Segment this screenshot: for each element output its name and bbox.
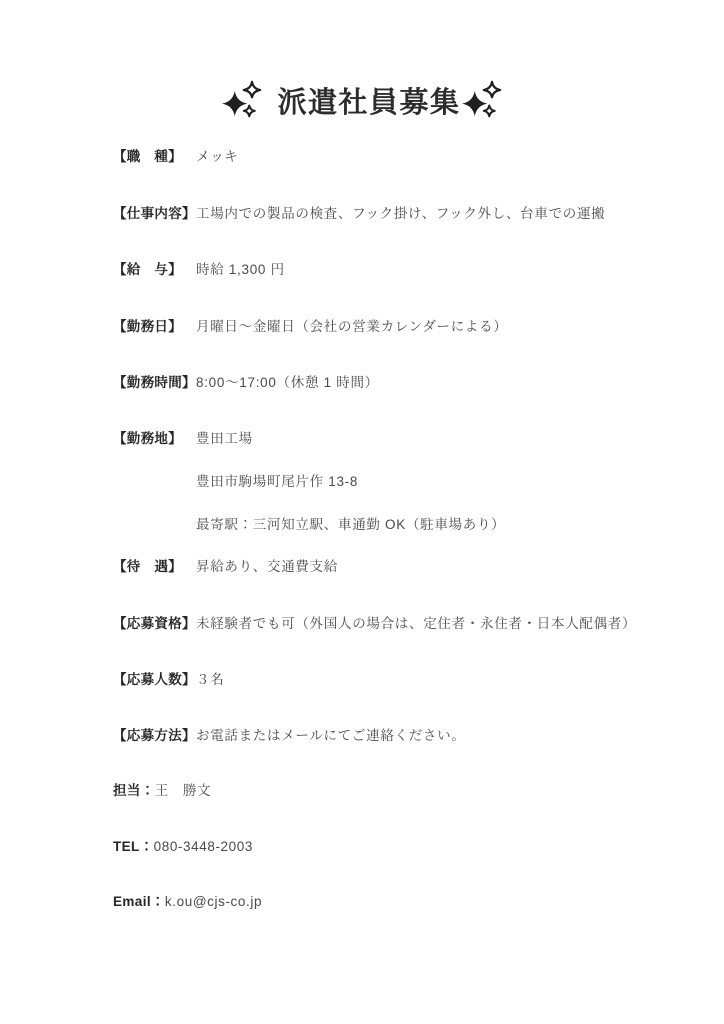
contact-person-name: 王 勝文 [154,783,212,798]
field-label: 【仕事内容】 [113,206,196,221]
field-label: 【応募人数】 [113,672,196,687]
document-title: 派遣社員募集 [277,86,461,119]
contact-email-row [113,893,262,911]
field-label: 【待 遇】 [113,559,182,574]
field-value: 8:00～17:00（休憩 1 時間） [196,375,379,390]
work-location-name: 豊田工場 [196,431,253,446]
field-value: ３名 [196,672,225,687]
field-row-work-location [113,430,700,534]
field-label: 【応募資格】 [113,616,196,631]
field-value: 昇給あり、交通費支給 [196,559,338,574]
field-value: メッキ [196,149,239,164]
field-row-openings [113,671,700,689]
field-row-work-hours [113,374,700,392]
field-row-job-type [113,148,700,166]
field-value: お電話またはメールにてご連絡ください。 [196,728,466,743]
contact-email-label: Email： [113,894,165,909]
field-value: 未経験者でも可（外国人の場合は、定住者・永住者・日本人配偶者） [196,616,637,631]
contact-person-label: 担当： [113,783,155,798]
contact-person-row [113,782,211,800]
field-value: 月曜日～金曜日（会社の営業カレンダーによる） [196,319,508,334]
document-title-row [0,74,724,126]
field-label: 【応募方法】 [113,728,196,743]
field-row-benefits [113,558,700,576]
field-label: 【勤務時間】 [113,375,196,390]
sparkles-icon [462,76,502,124]
work-location-station: 最寄駅：三河知立駅、車通勤 OK（駐車場あり） [196,517,506,532]
field-label: 【職 種】 [113,149,182,164]
field-row-work-days [113,318,700,336]
field-row-how-to-apply [113,727,700,745]
field-value: 工場内での製品の検査、フック掛け、フック外し、台車での運搬 [196,206,606,221]
contact-email-address: k.ou@cjs-co.jp [164,894,263,909]
work-location-address: 豊田市駒場町尾片作 13-8 [196,474,359,489]
field-value: 時給 1,300 円 [196,262,285,277]
contact-tel-number: 080-3448-2003 [153,839,253,854]
field-row-job-description [113,205,700,223]
field-label: 【勤務地】 [113,431,182,446]
contact-tel-label: TEL： [113,839,154,854]
sparkles-icon [222,76,262,124]
field-row-salary [113,261,700,279]
work-location-lines [196,430,505,534]
field-label: 【勤務日】 [113,319,182,334]
field-label: 【給 与】 [113,262,182,277]
contact-tel-row [113,838,253,856]
field-row-qualifications [113,615,700,633]
